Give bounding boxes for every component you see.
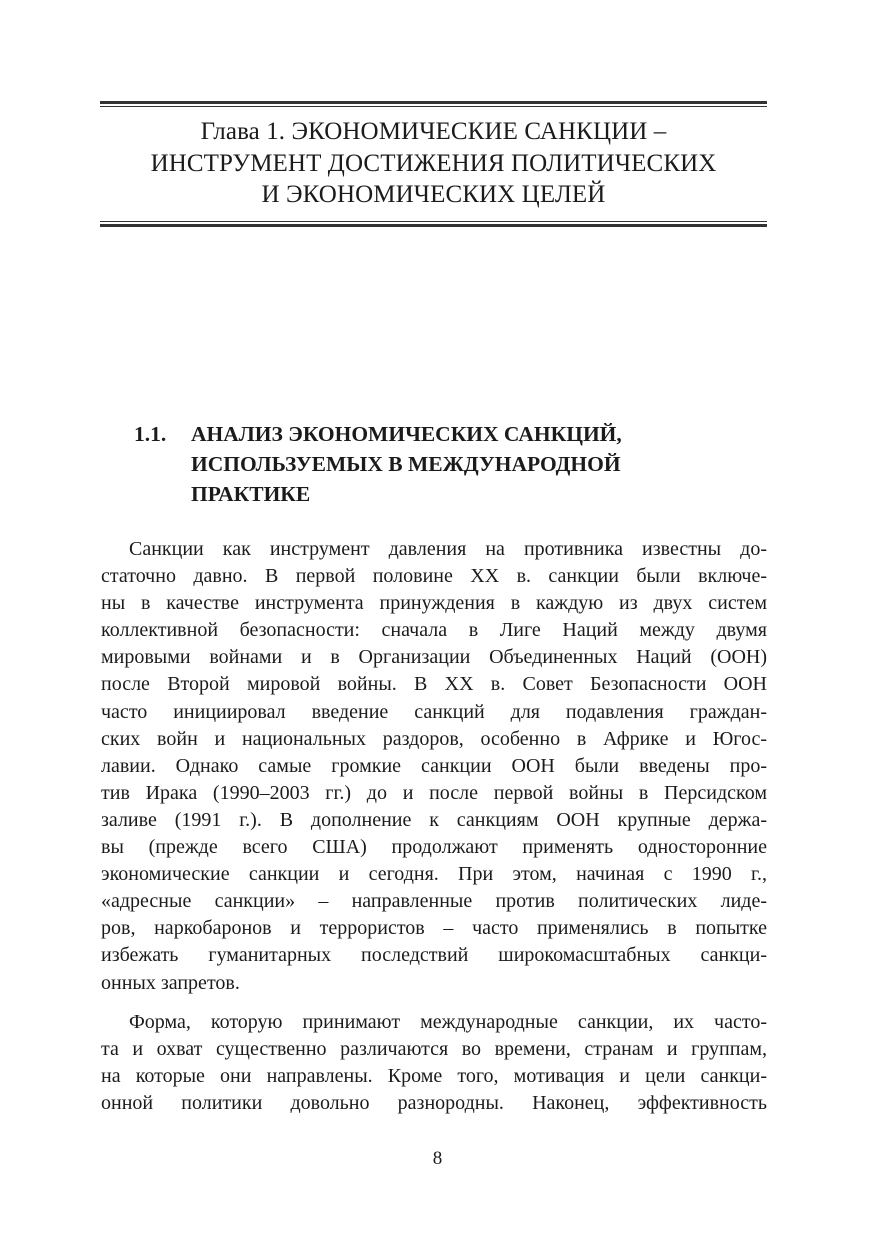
top-double-rule	[100, 101, 767, 107]
chapter-title	[100, 116, 767, 211]
paragraph-1	[101, 536, 767, 997]
page-number: 8	[432, 1148, 443, 1169]
section-number: 1.1.	[134, 422, 167, 446]
bottom-double-rule	[100, 221, 767, 227]
text-line: избежать гуманитарных последствий широкомасштабных санкци-	[101, 944, 767, 967]
text-line: мировыми войнами и в Организации Объединенных Наций (ООН)	[101, 646, 767, 669]
text-line: онных запретов.	[101, 971, 240, 994]
text-line: на которые они направлены. Кроме того, мотивация и цели санкци-	[101, 1065, 767, 1088]
text-line: Санкции как инструмент давления на противника известны до-	[129, 538, 767, 560]
section-title-line: ПРАКТИКЕ	[191, 482, 311, 506]
text-line: тив Ирака (1990–2003 гг.) до и после первой войны в Персидском	[101, 781, 767, 804]
chapter-title-line: Глава 1. ЭКОНОМИЧЕСКИЕ САНКЦИИ –	[200, 118, 667, 145]
chapter-title-line: ИНСТРУМЕНТ ДОСТИЖЕНИЯ ПОЛИТИЧЕСКИХ	[150, 149, 717, 177]
text-line: та и охват существенно различаются во времени, странам и группам,	[101, 1038, 767, 1061]
text-line: лавии. Однако самые громкие санкции ООН были введены про-	[101, 754, 767, 777]
text-line: после Второй мировой войны. В XX в. Совет Безопасности ООН	[101, 673, 767, 696]
text-line: заливе (1991 г.). В дополнение к санкциям ООН крупные держа-	[101, 808, 767, 831]
text-line: «адресные санкции» – направленные против политических лиде-	[101, 890, 767, 913]
section-title	[191, 419, 622, 509]
text-line: вы (прежде всего США) продолжают применять односторонние	[101, 836, 767, 859]
text-line: часто инициировал введение санкций для подавления граждан-	[101, 700, 767, 723]
text-line: экономические санкции и сегодня. При этом, начиная с 1990 г.,	[101, 863, 767, 886]
chapter-header	[100, 101, 767, 227]
section-title-line: АНАЛИЗ ЭКОНОМИЧЕСКИХ САНКЦИЙ,	[191, 422, 622, 446]
text-line: Форма, которую принимают международные санкции, их часто-	[129, 1011, 767, 1033]
text-line: онной политики довольно разнородны. Наконец, эффективность	[101, 1092, 767, 1115]
text-line: ских войн и национальных раздоров, особенно в Африке и Югос-	[101, 727, 767, 750]
paragraph-2	[101, 1009, 767, 1117]
section-title-line: ИСПОЛЬЗУЕМЫХ В МЕЖДУНАРОДНОЙ	[191, 452, 621, 476]
text-line: ров, наркобаронов и террористов – часто применялись в попытке	[101, 917, 767, 940]
text-line: коллективной безопасности: сначала в Лиге Наций между двумя	[101, 619, 767, 642]
chapter-title-line: И ЭКОНОМИЧЕСКИХ ЦЕЛЕЙ	[261, 181, 606, 208]
text-line: ны в качестве инструмента принуждения в каждую из двух систем	[101, 592, 767, 615]
text-line: статочно давно. В первой половине XX в. санкции были включе-	[101, 565, 767, 588]
